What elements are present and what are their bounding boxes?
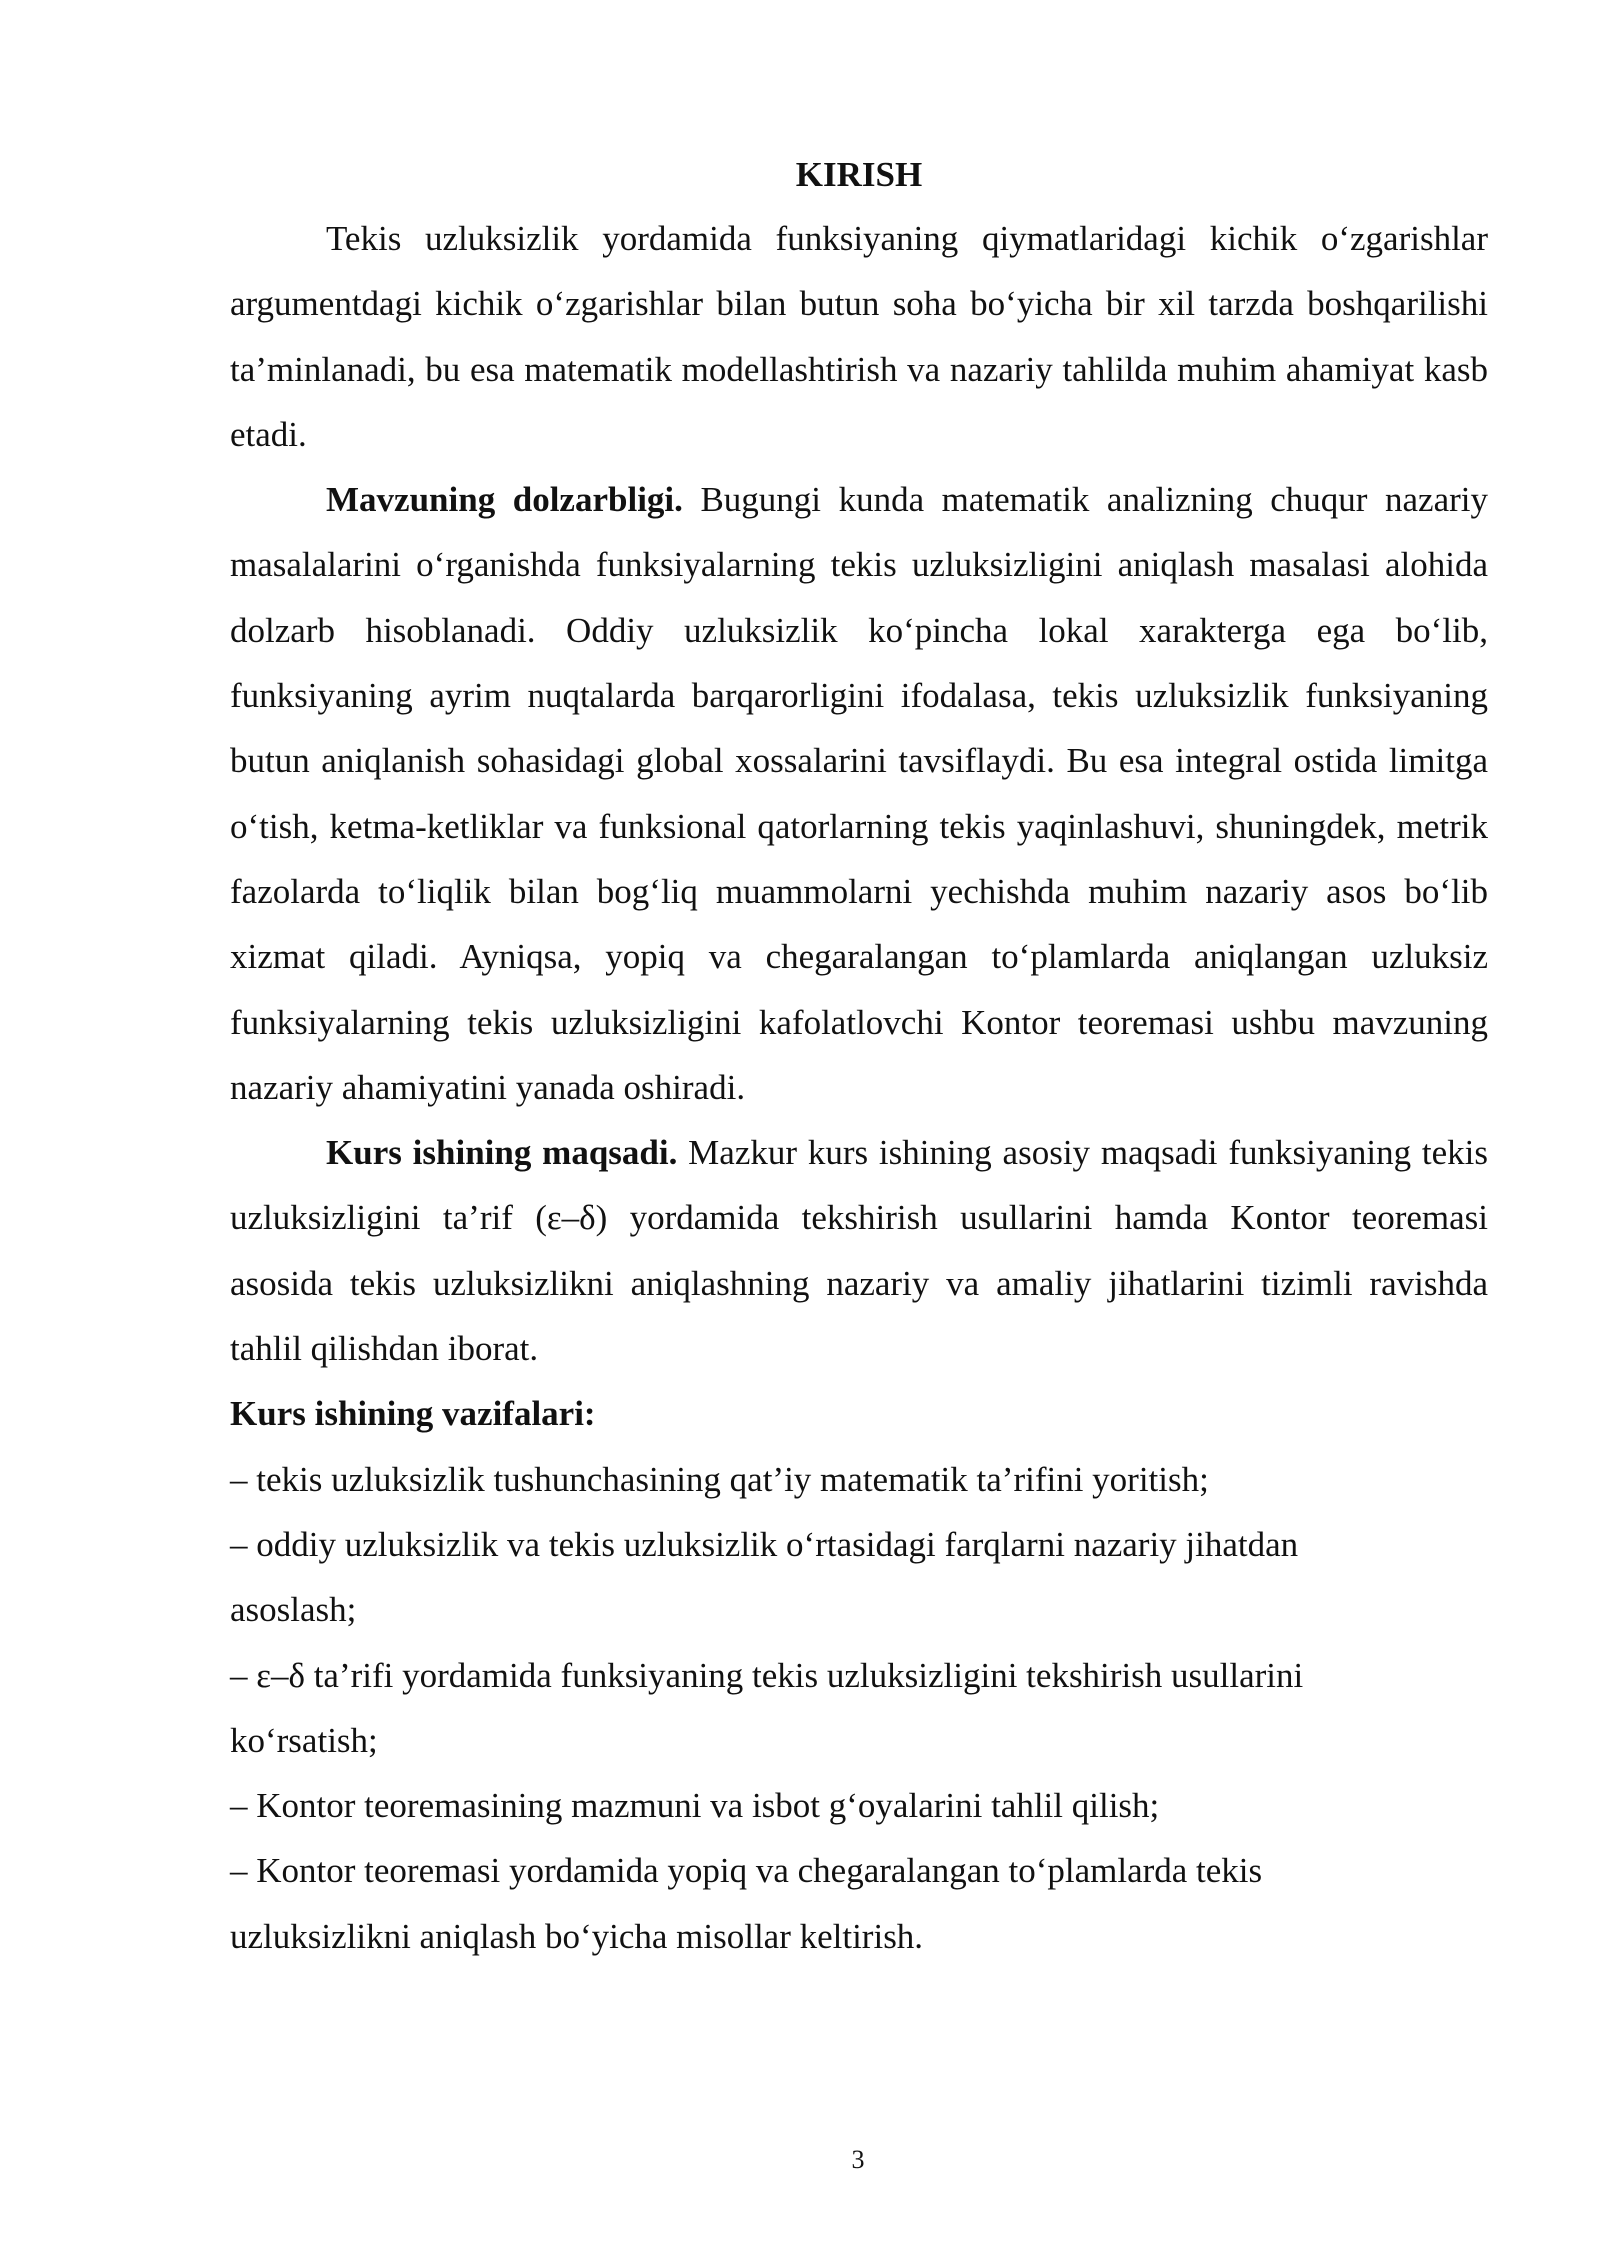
- intro-paragraph: Tekis uzluksizlik yordamida funksiyaning qiymatlaridagi kichik o‘zgarishlar argumentdagi kichik o‘zgarishlar bilan butun soha bo‘yicha bir xil tarzda boshqarilishi ta’minlanadi, bu esa matematik modellashtirish va nazariy tahlilda muhim ahamiyat kasb etadi.: [230, 219, 1488, 454]
- tasks-heading: Kurs ishining vazifalari:: [230, 1394, 596, 1434]
- relevance-paragraph: [230, 467, 1488, 1120]
- goal-paragraph: [230, 1120, 1488, 1381]
- list-item: – oddiy uzluksizlik va tekis uzluksizlik o‘rtasidagi farqlarni nazariy jihatdan asoslash;: [230, 1524, 1299, 1630]
- list-item: – ε–δ ta’rifi yordamida funksiyaning tekis uzluksizligini tekshirish usullarini ko‘rsatish;: [230, 1655, 1304, 1760]
- list-item: – Kontor teoremasining mazmuni va isbot g‘oyalarini tahlil qilish;: [230, 1786, 1160, 1826]
- tasks-list: [230, 1447, 1488, 1969]
- goal-text: Mazkur kurs ishining asosiy maqsadi funksiyaning tekis uzluksizligini ta’rif (ε–δ) yordamida tekshirish usullarini hamda Kontor teoremasi asosida tekis uzluksizlikni aniqlashning nazariy va amaliy jihatlarini tizimli ravishda tahlil qilishdan iborat.: [230, 1133, 1488, 1369]
- relevance-label: Mavzuning dolzarbligi.: [326, 480, 683, 520]
- relevance-text: Bugungi kunda matematik analizning chuqur nazariy masalalarini o‘rganishda funksiyalarning tekis uzluksizligini aniqlash masalasi alohida dolzarb hisoblanadi. Oddiy uzluksizlik ko‘pincha lokal xarakterga ega bo‘lib, funksiyaning ayrim nuqtalarda barqarorligini ifodalasa, tekis uzluksizlik funksiyaning butun aniqlanish sohasidagi global xossalarini tavsiflaydi. Bu esa integral ostida limitga o‘tish, ketma-ketliklar va funksional qatorlarning tekis yaqinlashuvi, shuningdek, metrik fazolarda to‘liqlik bilan bog‘liq muammolarni yechishda muhim nazariy asos bo‘lib xizmat qiladi. Ayniqsa, yopiq va chegaralangan to‘plamlarda aniqlangan uzluksiz funksiyalarning tekis uzluksizligini kafolatlovchi Kontor teoremasi ushbu mavzuning nazariy ahamiyatini yanada oshiradi.: [230, 480, 1488, 1107]
- goal-label: Kurs ishining maqsadi.: [326, 1133, 678, 1173]
- list-item: – Kontor teoremasi yordamida yopiq va chegaralangan to‘plamlarda tekis uzluksizlikni aniqlash bo‘yicha misollar keltirish.: [230, 1851, 1263, 1956]
- page-number: 3: [851, 2145, 865, 2174]
- document-body: [230, 150, 1488, 1969]
- list-item: – tekis uzluksizlik tushunchasining qat’iy matematik ta’rifini yoritish;: [230, 1459, 1209, 1499]
- section-title: KIRISH: [795, 155, 923, 194]
